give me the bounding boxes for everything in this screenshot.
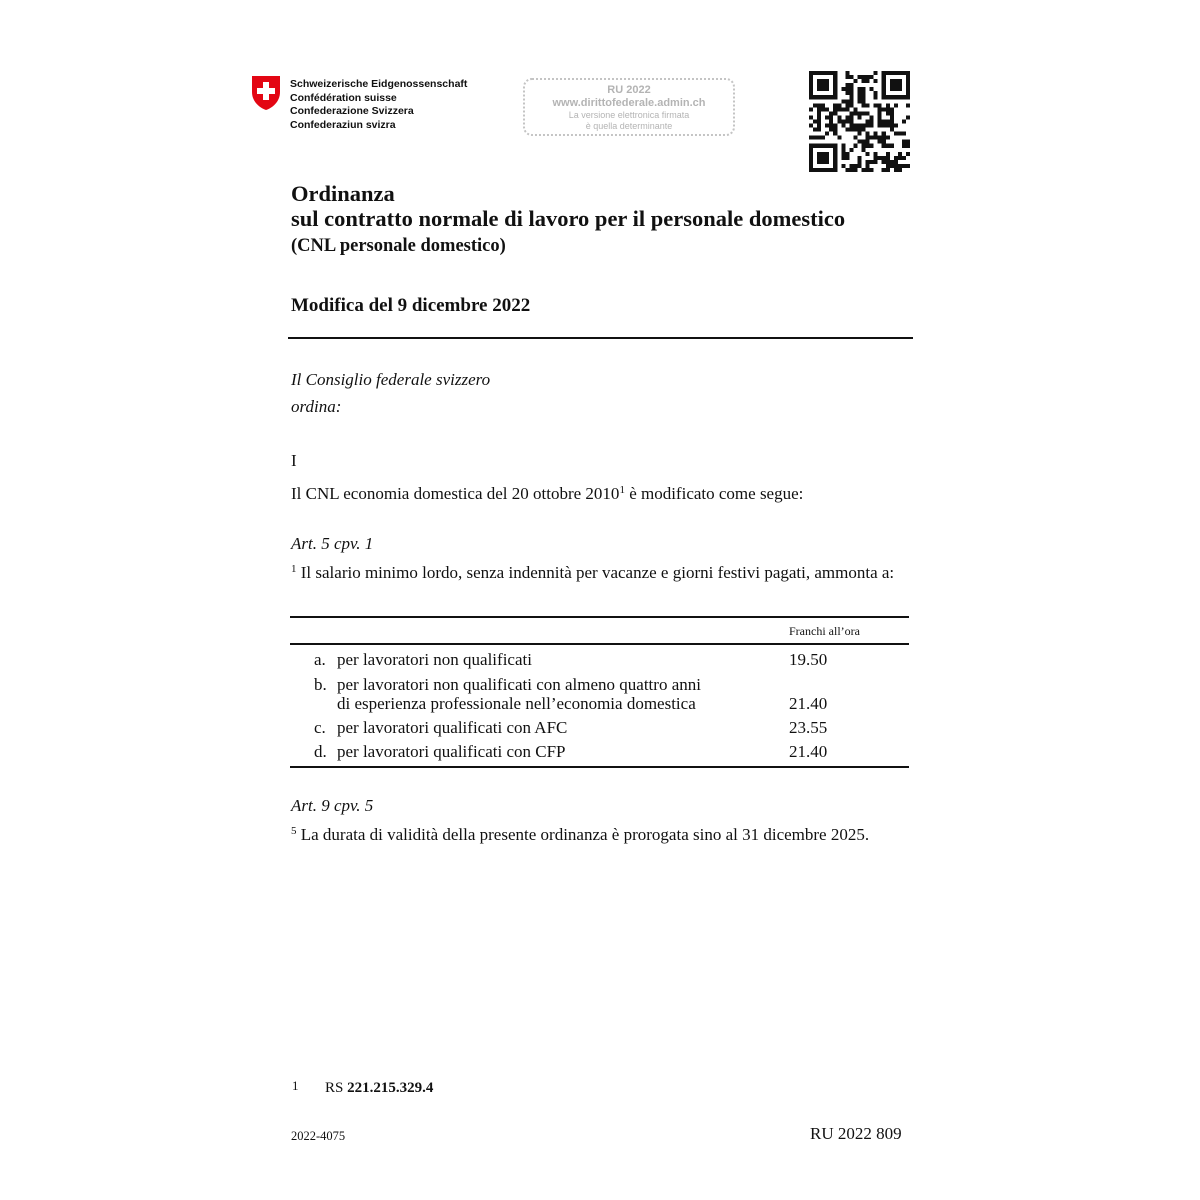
short-title: (CNL personale domestico) <box>291 236 506 256</box>
title-line-1: Ordinanza <box>291 181 395 206</box>
document-number: 2022-4075 <box>291 1129 346 1143</box>
table-row-line: per lavoratori non qualificati <box>337 650 532 669</box>
art5-heading: Art. 5 cpv. 1 <box>291 534 374 553</box>
table-row-letter: d. <box>314 742 327 761</box>
table-row-letter: b. <box>314 675 327 694</box>
table-row-letter: c. <box>314 718 326 737</box>
confederation-name-it: Confederazione Svizzera <box>290 105 414 117</box>
footnote-prefix: RS <box>325 1080 348 1096</box>
art9-text: La durata di validità della presente ordinanza è prorogata sino al 31 dicembre 2025. <box>296 825 870 844</box>
stamp-note-line2: è quella determinante <box>585 121 673 131</box>
table-row-value: 19.50 <box>789 650 828 669</box>
art9-heading: Art. 9 cpv. 5 <box>291 796 374 815</box>
preamble-ordains: ordina: <box>291 397 342 416</box>
intro-text: Il CNL economia domestica del 20 ottobre 2010 <box>291 484 620 503</box>
table-row-text <box>337 742 566 761</box>
footnote-ref[interactable]: 1 <box>619 484 625 496</box>
art9-paragraph <box>291 825 869 845</box>
confederation-names <box>290 78 467 132</box>
table-row-letter: a. <box>314 650 326 669</box>
table-row-text <box>337 675 701 713</box>
table-row-line: per lavoratori non qualificati con almeno quattro anni <box>337 675 701 694</box>
footnote-reference[interactable]: 221.215.329.4 <box>347 1080 434 1096</box>
signature-stamp <box>523 78 735 136</box>
section-number: I <box>291 451 297 470</box>
title-line-2: sul contratto normale di lavoro per il personale domestico <box>291 206 846 231</box>
table-row-line: di esperienza professionale nell’economia domestica <box>337 694 696 713</box>
preamble <box>291 366 490 420</box>
table-row-value: 23.55 <box>789 718 828 737</box>
art5-par-number: 1 <box>291 563 297 575</box>
table-top-rule <box>290 616 909 618</box>
table-row-value: 21.40 <box>789 742 828 761</box>
intro-text-end: è modificato come segue: <box>624 484 804 503</box>
stamp-note-line1: La versione elettronica firmata <box>568 110 690 120</box>
table-header-rule <box>290 643 909 645</box>
art5-text: Il salario minimo lordo, senza indennità per vacanze e giorni festivi pagati, ammonta a: <box>296 563 895 582</box>
confederation-name-fr: Confédération suisse <box>290 91 397 104</box>
amendment-date: Modifica del 9 dicembre 2022 <box>291 295 531 316</box>
preamble-authority: Il Consiglio federale svizzero <box>291 370 491 389</box>
art9-par-number: 5 <box>291 825 297 837</box>
table-row-line: per lavoratori qualificati con CFP <box>337 742 566 761</box>
swiss-cross-shield-icon <box>251 75 281 111</box>
intro-sentence <box>291 484 803 504</box>
document-title <box>291 181 845 231</box>
table-row-text <box>337 650 532 669</box>
qr-code-icon <box>809 71 910 172</box>
confederation-name-de: Schweizerische Eidgenossenschaft <box>290 78 468 90</box>
title-divider <box>288 337 913 339</box>
table-bottom-rule <box>290 766 909 768</box>
table-column-header: Franchi all’ora <box>789 624 860 638</box>
stamp-website: www.dirittofederale.admin.ch <box>552 97 706 109</box>
page-reference: RU 2022 809 <box>810 1124 902 1143</box>
art5-paragraph <box>291 563 909 582</box>
footnote-number: 1 <box>292 1078 299 1093</box>
confederation-name-rm: Confederaziun svizra <box>290 118 396 131</box>
stamp-collection: RU 2022 <box>607 84 651 96</box>
table-row-line: per lavoratori qualificati con AFC <box>337 718 568 737</box>
table-row-value: 21.40 <box>789 694 828 713</box>
table-row-text <box>337 718 567 737</box>
footnote-text <box>325 1080 433 1097</box>
